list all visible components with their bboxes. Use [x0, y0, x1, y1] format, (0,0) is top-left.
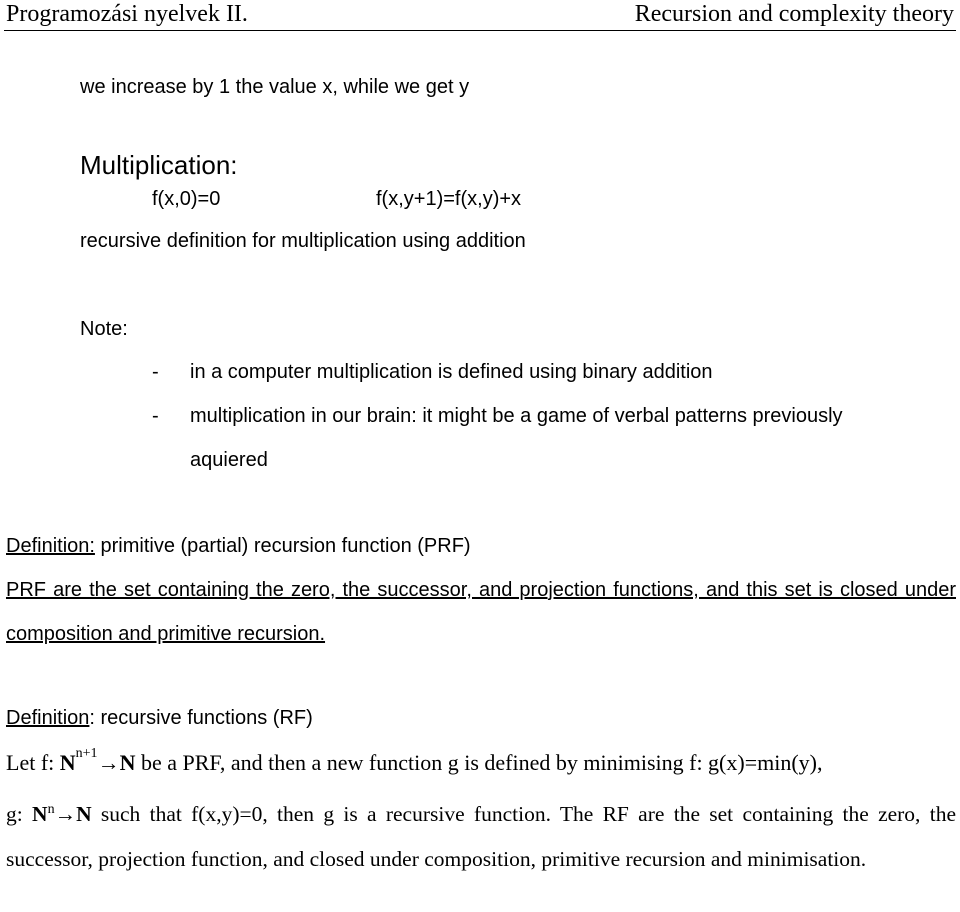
rf-line2-text: such that f(x,y)=0, then g is a recursive function. The RF are the set containing the zero, the successor, projection function, and closed under composition, primitive recursion and minimisation. — [6, 802, 956, 871]
prf-definition-title: primitive (partial) recursion function (PRF) — [94, 535, 471, 557]
natural-numbers-symbol: N — [76, 802, 92, 826]
natural-numbers-symbol: N — [59, 750, 76, 775]
rf-exponent-n-plus-1: n+1 — [75, 746, 98, 761]
header-divider — [4, 30, 956, 31]
rf-line2-prefix: g: — [6, 802, 33, 826]
intro-text: we increase by 1 the value x, while we get y — [80, 76, 470, 98]
multiplication-base-equation: f(x,0)=0 — [152, 188, 221, 210]
arrow-right-icon: → — [54, 802, 77, 826]
rf-definition-line1 — [6, 746, 823, 776]
rf-definition-label: Definition — [6, 707, 90, 729]
note-bullet-dash: - — [152, 361, 159, 383]
natural-numbers-symbol: N — [119, 750, 136, 775]
note-label: Note: — [80, 318, 128, 340]
header-course-title: Programozási nyelvek II. — [6, 1, 248, 27]
prf-definition-body: PRF are the set containing the zero, the successor, and projection functions, and this set is closed under composition and primitive recursion. — [6, 579, 956, 645]
rf-definition-heading — [6, 707, 313, 730]
multiplication-description: recursive definition for multiplication using addition — [80, 230, 526, 252]
note-bullet-2-continued: aquiered — [190, 449, 268, 471]
note-bullet-1: in a computer multiplication is defined using binary addition — [190, 361, 713, 383]
prf-definition-heading — [6, 535, 471, 558]
rf-line1-text: be a PRF, and then a new function g is defined by minimising f: g(x)=min(y), — [135, 750, 823, 775]
note-bullet-dash: - — [152, 405, 159, 427]
arrow-right-icon: → — [97, 750, 120, 775]
note-bullet-2: multiplication in our brain: it might be a game of verbal patterns previously — [190, 405, 843, 427]
multiplication-heading: Multiplication: — [80, 150, 238, 180]
rf-definition-title: : recursive functions (RF) — [89, 707, 313, 729]
multiplication-step-equation: f(x,y+1)=f(x,y)+x — [376, 188, 522, 210]
natural-numbers-symbol: N — [32, 802, 48, 826]
header-topic-title: Recursion and complexity theory — [634, 1, 954, 27]
prf-definition-label: Definition: — [6, 535, 95, 557]
rf-exponent-n: n — [47, 802, 55, 817]
rf-line1-prefix: Let f: — [6, 750, 60, 775]
rf-definition-body — [6, 792, 956, 881]
